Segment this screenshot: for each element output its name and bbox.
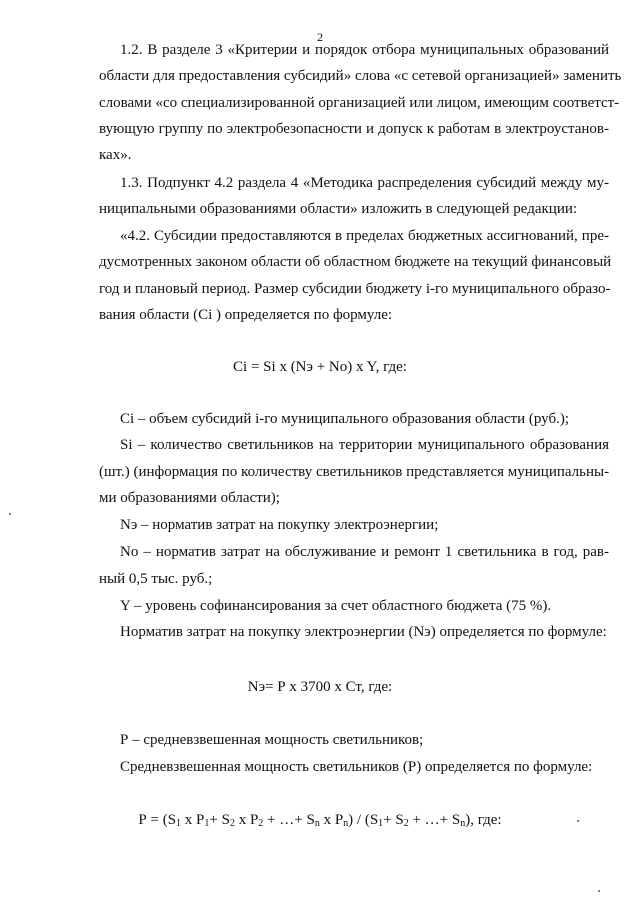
text-line: Nо – норматив затрат на обслуживание и ремонт 1 светильника в год, рав- (120, 544, 609, 560)
text-line: ми образованиями области); (99, 490, 280, 506)
text-line: Норматив затрат на покупку электроэнергии (Nэ) определяется по формуле: (120, 624, 607, 640)
text-line: «4.2. Субсидии предоставляются в пределах бюджетных ассигнований, пре- (120, 228, 609, 244)
text-line: Si – количество светильников на территории муниципального образования (120, 437, 609, 453)
text-line: Средневзвешенная мощность светильников (Р) определяется по формуле: (120, 759, 593, 775)
text-line: год и плановый период. Размер субсидии бюджету i-го муниципального образо- (99, 281, 611, 297)
text-line: вания области (Сi ) определяется по формуле: (99, 307, 393, 323)
scan-speck (577, 820, 579, 822)
formula-p: $Р = (S_1$ x $P_1+ S_2$ x $P_2$ + …+ $S_n$ x $P_n) / (S_1+ S_2$ + …+ $S_n$), где: (138, 812, 502, 829)
text-line: (шт.) (информация по количеству светильников представляется муниципальны- (99, 464, 610, 480)
text-line: ках». (99, 147, 132, 163)
text-line: области для предоставления субсидий» слова «с сетевой организацией» заменить (99, 68, 622, 84)
text-line: Y – уровень софинансирования за счет областного бюджета (75 %). (120, 598, 552, 614)
text-line: 1.2. В разделе 3 «Критерии и порядок отбора муниципальных образований (120, 42, 609, 58)
text-line: вующую группу по электробезопасности и допуск к работам в электроустанов- (99, 121, 609, 137)
text-line: словами «со специализированной организацией или лицом, имеющим соответст- (99, 95, 620, 111)
scan-speck (598, 890, 600, 892)
text-line: ниципальными образованиями области» изложить в следующей редакции: (99, 201, 578, 217)
page-number: 2 (317, 30, 323, 44)
text-line: дусмотренных законом области об областном бюджете на текущий финансовый (99, 254, 612, 270)
text-line: 1.3. Подпункт 4.2 раздела 4 «Методика распределения субсидий между му- (120, 175, 609, 191)
text-line: Сi – объем субсидий i-го муниципального образования области (руб.); (120, 411, 570, 427)
text-line: Р – средневзвешенная мощность светильников; (120, 732, 424, 748)
formula-ci: Сi = Si x (Nэ + Nо) x Y, где: (233, 359, 407, 375)
formula-ne: Nэ= Р x 3700 x Ст, где: (247, 679, 393, 695)
text-line: ный 0,5 тыс. руб.; (99, 571, 213, 587)
text-line: Nэ – норматив затрат на покупку электроэнергии; (120, 517, 439, 533)
scan-speck (9, 513, 11, 515)
